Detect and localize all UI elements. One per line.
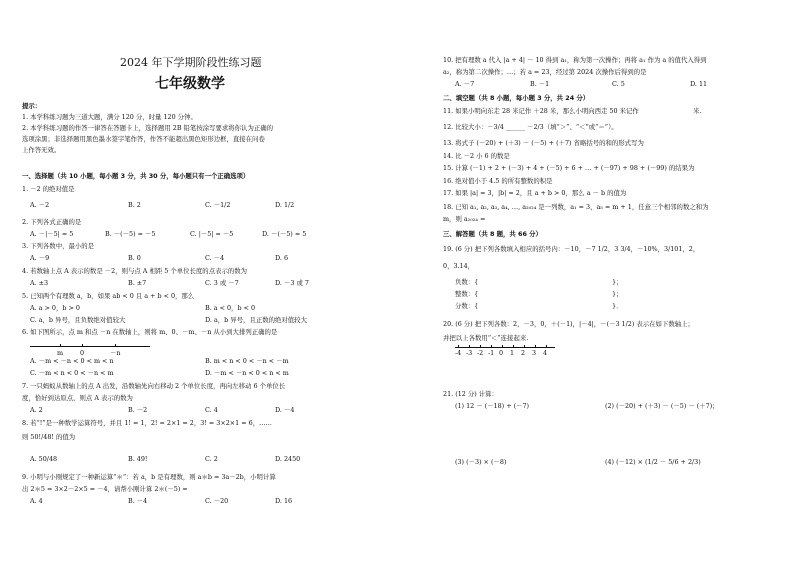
- fill-question: 13. 将式子 (－20) + (＋3) － (－5) + (＋7) 省略括号的和的形式写为: [443, 139, 644, 147]
- question-stem: 4. 若数轴上点 A 表示的数是 －2，则与点 A 相距 5 个单位长度的点表示的数为: [22, 267, 248, 275]
- option-b: B. 49!: [128, 455, 148, 463]
- option-d: D. 16: [275, 497, 293, 505]
- category-integer: 整数：{: [455, 290, 479, 298]
- question-stem-cont: a₂，称为第二次操作；…；若 a = 23，经过第 2024 次操作后得到的是: [443, 68, 647, 76]
- calc-part: (3) (－3) × (－8): [455, 458, 507, 466]
- question-stem-cont: 并把以上各数用“＜”连接起来.: [443, 334, 529, 342]
- number-line-tick: [82, 344, 83, 347]
- fill-question: 15. 计算 (－1) + 2 + (－3) + 4 + (－5) + 6 + … + (－97) + 98 + (－99) 的结果为: [443, 164, 695, 172]
- number-line-label: -3: [466, 349, 473, 357]
- option-d: D. －3 或 7: [275, 279, 309, 287]
- section3-heading: 三、解答题（共 8 题，共 66 分）: [443, 230, 542, 238]
- option-c: C. 2: [205, 455, 218, 463]
- option-c: C. －1/2: [205, 201, 231, 209]
- number-line-tick: [546, 345, 547, 348]
- category-negative: 负数：{: [455, 278, 479, 286]
- unit-suffix: 米.: [693, 107, 702, 115]
- option-a: A. －m < －n < 0 < m < n: [30, 357, 114, 365]
- number-line-label: －n: [110, 349, 121, 357]
- fill-question-cont: m，则 a₂₀₂₄ =: [443, 215, 486, 223]
- question-stem: 10. 把有理数 a 代入 |a + 4| － 10 得到 a₁，称为第一次操作；再将 a₁ 作为 a 的值代入得到: [443, 56, 707, 64]
- question-stem: 8. 若“!”是一种数学运算符号，并且 1! = 1，2! = 2×1 = 2，3! = 3×2×1 = 6，……: [22, 419, 272, 427]
- option-b: B. a < 0，b < 0: [205, 304, 256, 312]
- question-stem: 5. 已知两个有理数 a，b，如果 ab < 0 且 a + b < 0，那么: [22, 292, 195, 300]
- number-line-tick: [469, 345, 470, 348]
- option-a: A. －7: [455, 80, 475, 88]
- option-a: A. a > 0，b > 0: [30, 304, 80, 312]
- option-a: A. －2: [30, 201, 50, 209]
- fill-question: 18. 已知 a₁, a₂, a₃, a₄, …, a₂₀₂₄ 是一列数，a₁ = 3，a₅ = m + 1，任意三个相邻的数之和为: [443, 203, 709, 211]
- calc-part: (4) (－12) × (1/2 － 5/6 + 2/3): [605, 458, 701, 466]
- option-a: A. 4: [30, 497, 43, 505]
- number-line: [455, 347, 555, 348]
- option-a: A. 2: [30, 406, 43, 414]
- option-d: D. －4: [275, 406, 295, 414]
- notice-line: 上作答无效。: [22, 146, 61, 154]
- fill-question: 14. 比 －2 小 6 的数是: [443, 152, 510, 160]
- number-line-label: -4: [455, 349, 462, 357]
- number-line-tick: [60, 344, 61, 347]
- category-close: }；: [612, 278, 623, 286]
- option-d: D. －m < －n < 0 < n < m: [205, 369, 289, 377]
- number-line-label: 0: [499, 349, 504, 357]
- number-line-tick: [513, 345, 514, 348]
- number-line-tick: [524, 345, 525, 348]
- option-c: C. |－5| = －5: [190, 230, 234, 238]
- subject-title: 七年级数学: [155, 76, 225, 92]
- option-b: B. m < n < 0 < －n < －m: [205, 357, 289, 365]
- question-stem-cont: 0，3.14，: [443, 262, 475, 270]
- question-stem: 20. (6 分) 把下列各数：2，－3，0，＋(－1)，|－4|，－(－3 1/2) 表示在如下数轴上；: [443, 320, 694, 328]
- fill-question: 12. 比较大小：－3/4 ______ －2/3（填“＞”、“＜”或“＝”）。: [443, 123, 618, 131]
- number-line-label: -1: [488, 349, 495, 357]
- option-c: C. 3 或 －7: [205, 279, 239, 287]
- option-c: C. －m < n < 0 < －n < m: [30, 369, 114, 377]
- option-d: D. 6: [275, 254, 289, 262]
- option-b: B. －2: [128, 406, 148, 414]
- number-line-label: 4: [543, 349, 548, 357]
- notice-line: 1. 本学科练习题为三道大题，满分 120 分，时量 120 分钟。: [22, 113, 197, 121]
- option-b: B. －4: [128, 497, 148, 505]
- category-fraction: 分数：{: [455, 302, 479, 310]
- question-stem: 2. 下列各式正确的是: [22, 218, 82, 226]
- number-line-label: 1: [510, 349, 515, 357]
- option-d: D. 1/2: [275, 201, 295, 209]
- option-b: B. 0: [128, 254, 141, 262]
- option-a: A. －|－5| = 5: [30, 230, 74, 238]
- option-c: C. a，b 异号，且负数绝对值较大: [30, 316, 126, 324]
- option-d: D. a，b 异号，且正数的绝对值较大: [205, 316, 307, 324]
- option-b: B. －1: [530, 80, 550, 88]
- question-stem: 9. 小明与小刚规定了一种新运算“＊”：若 a，b 是有理数，则 a＊b = 3a－2b，小明计算: [22, 473, 276, 481]
- category-close: }；: [612, 290, 623, 298]
- exam-title: 2024 年下学期阶段性练习题: [120, 56, 262, 69]
- option-c: C. －20: [205, 497, 229, 505]
- question-stem: 21. (12 分) 计算：: [443, 390, 498, 398]
- option-c: C. 4: [205, 406, 218, 414]
- number-line-tick: [491, 345, 492, 348]
- question-stem: 19. (6 分) 把下列各数填入相应的括号内：－10，－7 1/2，3 3/4，－10%，3/101，2，: [443, 245, 700, 253]
- number-line-label: m: [57, 349, 64, 357]
- section1-heading: 一、选择题（共 10 小题，每小题 3 分，共 30 分，每小题只有一个正确选项）: [22, 172, 250, 180]
- notice-line: 2. 本学科练习题的作答一律答在答题卡上，选择题用 2B 铅笔按涂写要求将你认为正确的: [22, 124, 274, 132]
- option-b: B. 2: [128, 201, 141, 209]
- option-a: A. 50/48: [30, 455, 58, 463]
- question-stem-cont: 出 2＊5 = 3×2－2×5 = －4，请帮小刚计算 2＊(－5) =: [22, 485, 188, 493]
- number-line-tick: [458, 345, 459, 348]
- question-stem: 3. 下列各数中，最小的是: [22, 242, 95, 250]
- fill-question: 17. 如果 |a| = 3，|b| = 2，且 a + b > 0，那么 a － b 的值为: [443, 189, 627, 197]
- number-line-tick: [502, 345, 503, 348]
- question-stem-cont: 则 50!/48! 的值为: [22, 433, 76, 441]
- number-line-tick: [535, 345, 536, 348]
- option-b: B. －(－5) = －5: [105, 230, 156, 238]
- option-c: C. －4: [205, 254, 225, 262]
- fill-question: 11. 如果小明向东走 28 米记作 ＋28 米，那么小明向西走 50 米记作: [443, 107, 639, 115]
- number-line-tick: [115, 344, 116, 347]
- calc-part: (1) 12 － (－18) + (－7): [455, 402, 530, 410]
- option-d: D. －(－5) = 5: [262, 230, 307, 238]
- number-line-label: -2: [477, 349, 484, 357]
- question-stem-cont: 度，恰好到达原点，则点 A 表示的数为: [22, 394, 133, 402]
- number-line-label: 2: [521, 349, 526, 357]
- number-line: [30, 346, 150, 347]
- number-line-tick: [480, 345, 481, 348]
- fill-question: 16. 绝对值小于 4.5 的所有整数的积是: [443, 177, 553, 185]
- number-line-label: 3: [532, 349, 537, 357]
- option-b: B. ±7: [128, 279, 147, 287]
- question-stem: 1. －2 的绝对值是: [22, 185, 75, 193]
- notice-line: 选项涂黑；非选择题用黑色墨水签字笔作答，作答不能超出黑色矩形边框，直接在问卷: [22, 135, 265, 143]
- section2-heading: 二、填空题（共 8 小题，每小题 3 分，共 24 分）: [443, 94, 590, 102]
- option-c: C. 5: [612, 80, 625, 88]
- calc-part: (2) (－20) + (＋3) － (－5) － (＋7)；: [605, 402, 719, 410]
- option-d: D. 2450: [275, 455, 301, 463]
- notice-label: 提示：: [22, 102, 42, 110]
- category-close: }．: [612, 302, 623, 310]
- question-stem: 6. 如下图所示，点 m 和点 －n 在数轴上，则将 m、0、－m、－n 从小到大排列正确的是: [22, 328, 278, 336]
- number-line-label: 0: [80, 349, 85, 357]
- option-a: A. －9: [30, 254, 50, 262]
- question-stem: 7. 一只蚂蚁从数轴上的点 A 出发，沿数轴先向右移动 2 个单位长度，再向左移动 6 个单位长: [22, 382, 286, 390]
- option-a: A. ±3: [30, 279, 49, 287]
- option-d: D. 11: [690, 80, 708, 88]
